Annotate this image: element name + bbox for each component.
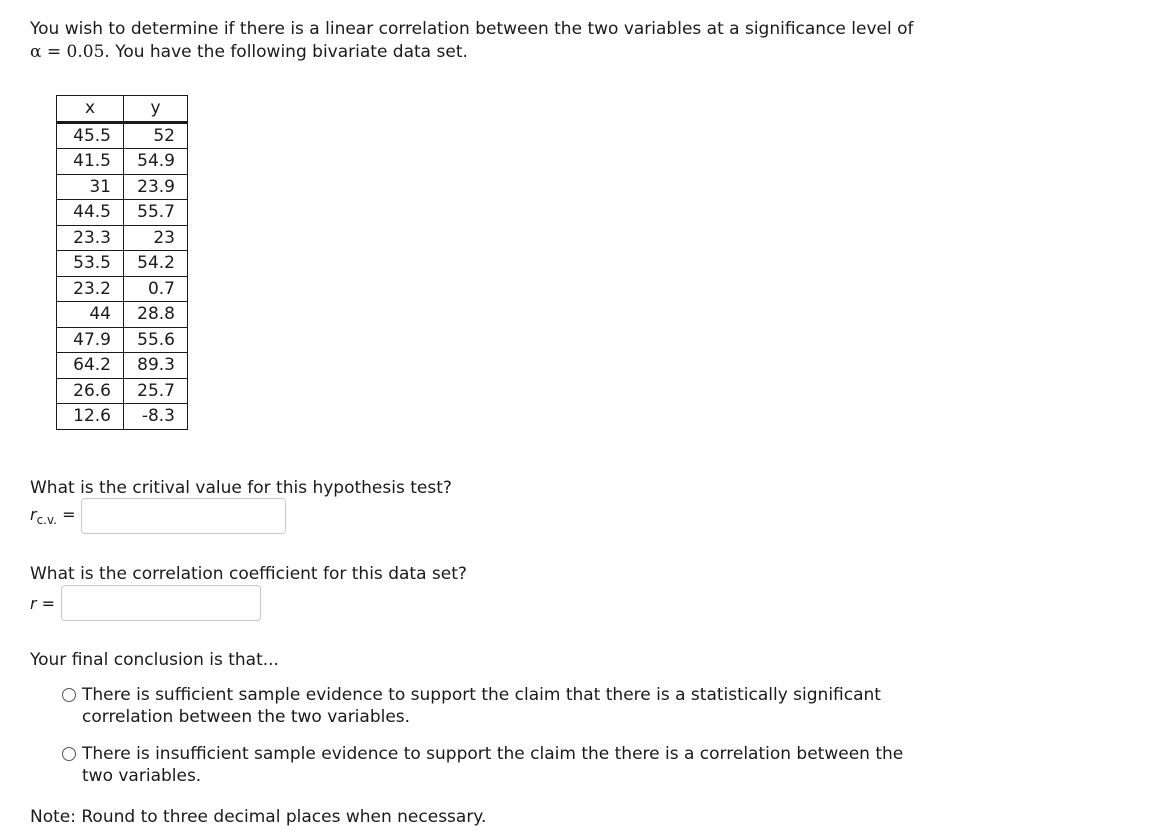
table-row [57, 251, 188, 277]
rounding-note: Note: Round to three decimal places when necessary. [30, 807, 487, 827]
x-value-cell: 47.9 [57, 327, 124, 353]
x-value-cell: 45.5 [57, 122, 124, 149]
problem-statement [30, 18, 1130, 64]
table-row [57, 353, 188, 379]
y-value-cell: 23.9 [124, 174, 188, 200]
bivariate-data-table [56, 95, 188, 430]
y-value-cell: 89.3 [124, 353, 188, 379]
correlation-label [30, 594, 55, 613]
y-value-cell: 55.7 [124, 200, 188, 226]
critical-value-label [30, 505, 75, 527]
table-row [57, 302, 188, 328]
y-value-cell: 23 [124, 225, 188, 251]
table-body [57, 122, 188, 429]
alpha-value: = 0.05 [41, 42, 105, 62]
y-value-cell: -8.3 [124, 404, 188, 430]
y-value-cell: 25.7 [124, 378, 188, 404]
y-value-cell: 54.2 [124, 251, 188, 277]
table-row [57, 276, 188, 302]
table-row [57, 225, 188, 251]
x-value-cell: 26.6 [57, 378, 124, 404]
y-value-cell: 54.9 [124, 149, 188, 175]
alpha-symbol: α [30, 42, 42, 62]
radio-button[interactable] [62, 688, 76, 702]
critical-value-row [30, 498, 286, 534]
header-y: y [124, 96, 188, 123]
correlation-row [30, 585, 261, 621]
x-value-cell: 44.5 [57, 200, 124, 226]
y-value-cell: 55.6 [124, 327, 188, 353]
critical-value-question: What is the critival value for this hypothesis test? [30, 478, 452, 498]
x-value-cell: 31 [57, 174, 124, 200]
option-label: There is sufficient sample evidence to support the claim that there is a statistically significant correlation between the two variables. [82, 685, 881, 727]
intro-line1: You wish to determine if there is a linear correlation between the two variables at a significance level of [30, 19, 914, 39]
correlation-label-main: r [30, 593, 37, 613]
table-row [57, 174, 188, 200]
critical-value-label-sub: c.v. [36, 513, 57, 528]
critical-value-label-eq: = [56, 504, 76, 524]
x-value-cell: 64.2 [57, 353, 124, 379]
x-value-cell: 23.2 [57, 276, 124, 302]
table-row [57, 327, 188, 353]
conclusion-question: Your final conclusion is that... [30, 650, 279, 670]
conclusion-option-insufficient[interactable] [62, 743, 932, 787]
critical-value-label-main: r [30, 504, 37, 524]
correlation-input[interactable] [61, 585, 261, 621]
y-value-cell: 28.8 [124, 302, 188, 328]
conclusion-option-sufficient[interactable] [62, 684, 932, 728]
table-row [57, 200, 188, 226]
radio-button[interactable] [62, 747, 76, 761]
table-header-row [57, 96, 188, 123]
x-value-cell: 12.6 [57, 404, 124, 430]
option-label: There is insufficient sample evidence to support the claim the there is a correlation between the two variables. [82, 744, 904, 786]
table-row [57, 378, 188, 404]
y-value-cell: 0.7 [124, 276, 188, 302]
correlation-question: What is the correlation coefficient for this data set? [30, 564, 467, 584]
x-value-cell: 41.5 [57, 149, 124, 175]
table-row [57, 404, 188, 430]
table-row [57, 122, 188, 149]
x-value-cell: 44 [57, 302, 124, 328]
table-row [57, 149, 188, 175]
y-value-cell: 52 [124, 122, 188, 149]
intro-line2: . You have the following bivariate data set. [104, 42, 468, 62]
header-x: x [57, 96, 124, 123]
critical-value-input[interactable] [81, 498, 286, 534]
x-value-cell: 53.5 [57, 251, 124, 277]
x-value-cell: 23.3 [57, 225, 124, 251]
correlation-label-eq: = [36, 593, 56, 613]
